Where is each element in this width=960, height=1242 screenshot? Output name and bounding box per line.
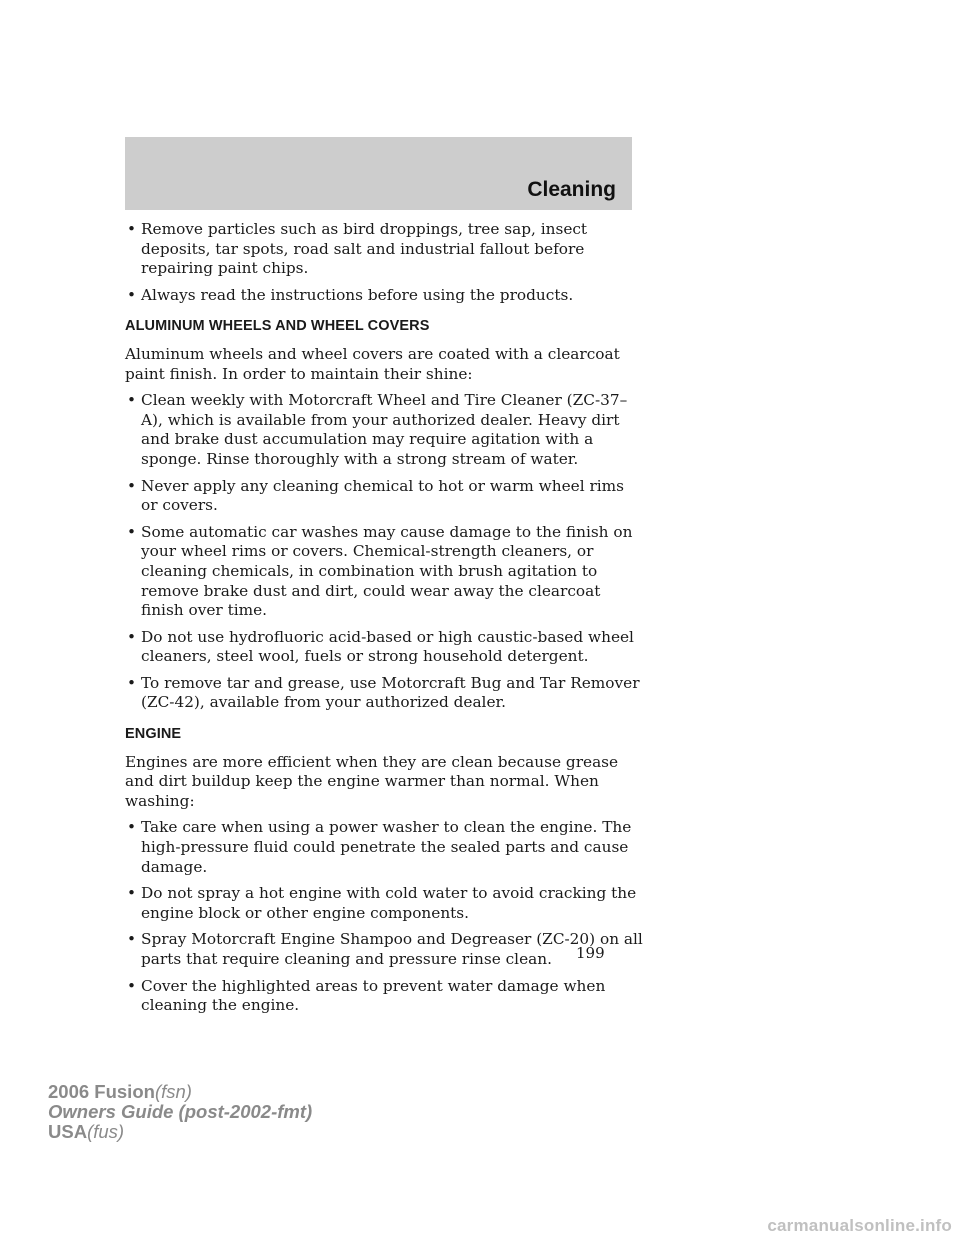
list-item xyxy=(125,523,645,621)
watermark-text: carmanualsonline.info xyxy=(767,1216,952,1235)
bullet-icon: • xyxy=(127,627,137,646)
list-item xyxy=(125,628,645,667)
list-item-text: Always read the instructions before using the products. xyxy=(141,285,574,304)
list-item xyxy=(125,884,645,923)
list-item-text: Spray Motorcraft Engine Shampoo and Degreaser (ZC-20) on all parts that require cleaning and pressure rinse clean. xyxy=(141,930,643,968)
bullet-icon: • xyxy=(127,476,137,495)
paragraph: Engines are more efficient when they are clean because grease and dirt buildup keep the engine warmer than normal. When washing: xyxy=(125,752,619,810)
footer-market-code: (fus) xyxy=(87,1121,125,1142)
list-item-text: Cover the highlighted areas to prevent water damage when cleaning the engine. xyxy=(141,976,606,1015)
footer-guide: Owners Guide (post-2002-fmt) xyxy=(48,1101,313,1122)
list-item xyxy=(125,220,645,279)
page-content xyxy=(125,220,645,1023)
paragraph: Aluminum wheels and wheel covers are coated with a clearcoat paint finish. In order to maintain their shine: xyxy=(125,344,620,383)
list-item-text: Never apply any cleaning chemical to hot or warm wheel rims or covers. xyxy=(141,476,625,515)
bullet-icon: • xyxy=(127,522,137,541)
list-item-text: Take care when using a power washer to clean the engine. The high-pressure fluid could penetrate the sealed parts and cause damage. xyxy=(141,818,632,876)
bullet-icon: • xyxy=(127,884,137,903)
section-title: Cleaning xyxy=(527,178,616,201)
footer-line-market xyxy=(48,1122,312,1142)
footer-line-model xyxy=(48,1082,312,1102)
footer-model: 2006 Fusion xyxy=(48,1081,155,1102)
list-item xyxy=(125,674,645,713)
bullet-icon: • xyxy=(127,930,137,949)
bullet-icon: • xyxy=(127,285,137,304)
list-item-text: To remove tar and grease, use Motorcraft Bug and Tar Remover (ZC-42), available from your authorized dealer. xyxy=(141,673,640,712)
list-item xyxy=(125,477,645,516)
document-footer xyxy=(48,1082,312,1142)
section-header-band xyxy=(125,137,632,210)
list-item-text: Do not use hydrofluoric acid-based or high caustic-based wheel cleaners, steel wool, fuels or strong household detergent. xyxy=(141,627,634,666)
list-item xyxy=(125,977,645,1016)
list-item xyxy=(125,391,645,469)
list-item-text: Do not spray a hot engine with cold water to avoid cracking the engine block or other engine components. xyxy=(141,884,637,922)
list-item-text: Some automatic car washes may cause damage to the finish on your wheel rims or covers. Chemical-strength cleaners, or cleaning chemicals, in combination with brush agitation to remove brake dust and dirt, could wear away the clearcoat finish over time. xyxy=(141,522,633,620)
footer-model-code: (fsn) xyxy=(154,1081,192,1102)
bullet-icon: • xyxy=(127,818,137,837)
footer-line-guide xyxy=(48,1102,312,1122)
list-item-text: Remove particles such as bird droppings, tree sap, insect deposits, tar spots, road salt and industrial fallout before repairing paint chips. xyxy=(141,220,588,278)
section-heading-engine: ENGINE xyxy=(125,726,182,743)
list-item-text: Clean weekly with Motorcraft Wheel and Tire Cleaner (ZC-37–A), which is available from your authorized dealer. Heavy dirt and brake dust accumulation may require agitation with a sponge. Rinse thoroughly with a strong stream of water. xyxy=(141,391,628,468)
bullet-icon: • xyxy=(127,976,137,995)
page-number: 199 xyxy=(576,944,605,962)
footer-market: USA xyxy=(48,1121,88,1142)
section-heading-wheels: ALUMINUM WHEELS AND WHEEL COVERS xyxy=(125,318,430,335)
bullet-icon: • xyxy=(127,673,137,692)
bullet-icon: • xyxy=(127,391,137,410)
list-item xyxy=(125,930,645,969)
list-item xyxy=(125,818,645,877)
bullet-icon: • xyxy=(127,220,137,238)
list-item xyxy=(125,286,645,306)
